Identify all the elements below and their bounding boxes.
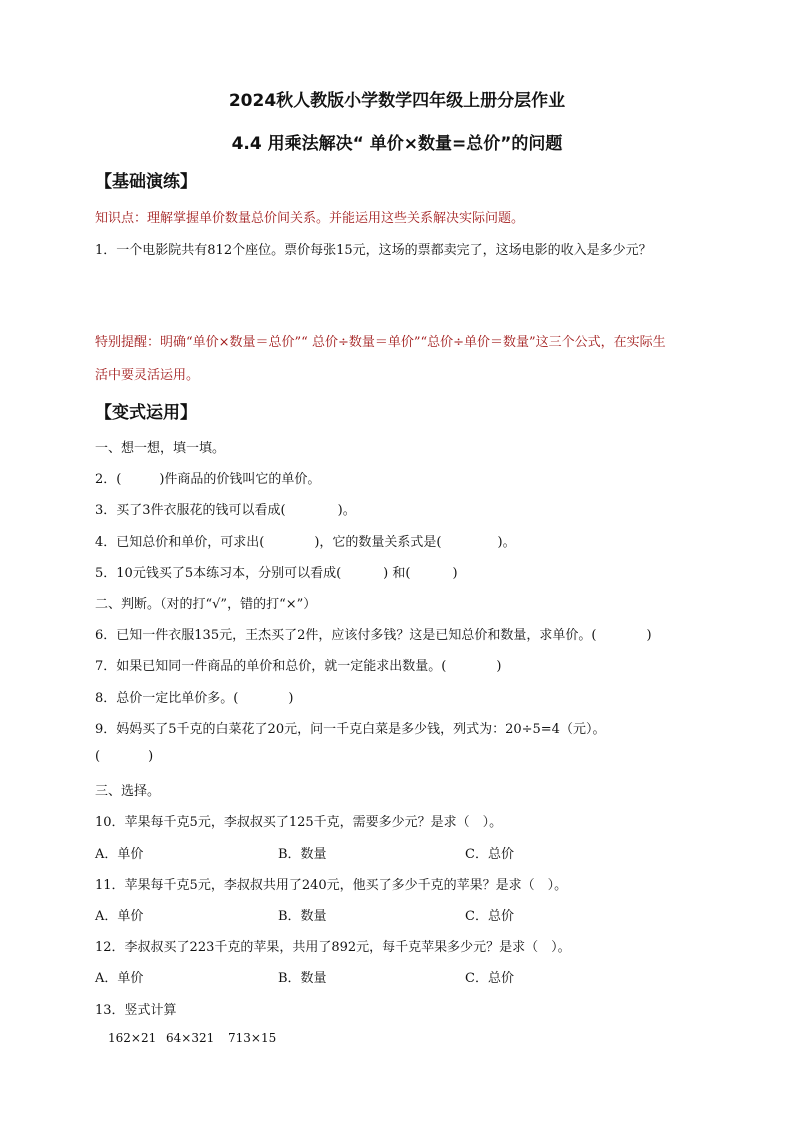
- question-4: 4．已知总价和单价，可求出( )，它的数量关系式是( )。: [95, 535, 516, 550]
- q10-option-c[interactable]: C．总价: [465, 847, 514, 862]
- question-3: 3．买了3件衣服花的钱可以看成( )。: [95, 503, 356, 518]
- question-8: 8．总价一定比单价多。( ): [95, 691, 294, 706]
- worksheet-title: 2024秋人教版小学数学四年级上册分层作业: [228, 91, 566, 111]
- calc-expression-3: 713×15: [228, 1031, 277, 1045]
- q12-option-a[interactable]: A．单价: [95, 971, 144, 986]
- question-7: 7．如果已知同一件商品的单价和总价，就一定能求出数量。( ): [95, 659, 502, 674]
- part-3-heading: 三、选择。: [95, 784, 161, 799]
- special-tip-line-2: 活中要灵活运用。: [95, 368, 200, 383]
- lesson-subtitle: 4.4 用乘法解决“ 单价×数量=总价”的问题: [231, 134, 563, 154]
- knowledge-point: 知识点：理解掌握单价数量总价间关系。并能运用这些关系解决实际问题。: [95, 211, 525, 226]
- q12-option-b[interactable]: B．数量: [278, 971, 327, 986]
- q10-option-b[interactable]: B．数量: [278, 847, 327, 862]
- calc-expression-1: 162×21: [108, 1031, 157, 1045]
- part-2-heading: 二、判断。（对的打“√”，错的打“×”）: [95, 597, 317, 612]
- section-variant-application: 【变式运用】: [95, 403, 197, 423]
- section-basic-practice: 【基础演练】: [95, 172, 197, 192]
- question-1: 1．一个电影院共有812个座位。票价每张15元，这场的票都卖完了，这场电影的收入是多少元？: [95, 243, 652, 258]
- question-9-answer: ( ): [95, 749, 154, 764]
- question-13: 13．竖式计算: [95, 1003, 177, 1018]
- question-11: 11．苹果每千克5元，李叔叔共用了240元，他买了多少千克的苹果？是求（ ）。: [95, 878, 568, 893]
- special-tip-line-1: 特别提醒：明确“单价×数量＝总价”“ 总价÷数量＝单价”“总价÷单价＝数量”这三个公式，在实际生: [95, 335, 666, 350]
- question-2: 2．( )件商品的价钱叫它的单价。: [95, 472, 321, 487]
- q11-option-c[interactable]: C．总价: [465, 909, 514, 924]
- calc-expression-2: 64×321: [166, 1031, 215, 1045]
- part-1-heading: 一、想一想，填一填。: [95, 441, 226, 456]
- q11-option-b[interactable]: B．数量: [278, 909, 327, 924]
- question-10: 10．苹果每千克5元，李叔叔买了125千克，需要多少元？是求（ ）。: [95, 815, 503, 830]
- q11-option-a[interactable]: A．单价: [95, 909, 144, 924]
- q12-option-c[interactable]: C．总价: [465, 971, 514, 986]
- q10-option-a[interactable]: A．单价: [95, 847, 144, 862]
- question-9: 9．妈妈买了5千克的白菜花了20元，问一千克白菜是多少钱，列式为：20÷5=4（元）。: [95, 722, 606, 737]
- question-6: 6．已知一件衣服135元，王杰买了2件，应该付多钱？这是已知总价和数量，求单价。( ): [95, 628, 652, 643]
- question-5: 5．10元钱买了5本练习本，分别可以看成( ) 和( ): [95, 566, 458, 581]
- question-12: 12．李叔叔买了223千克的苹果，共用了892元，每千克苹果多少元？是求（ ）。: [95, 940, 571, 955]
